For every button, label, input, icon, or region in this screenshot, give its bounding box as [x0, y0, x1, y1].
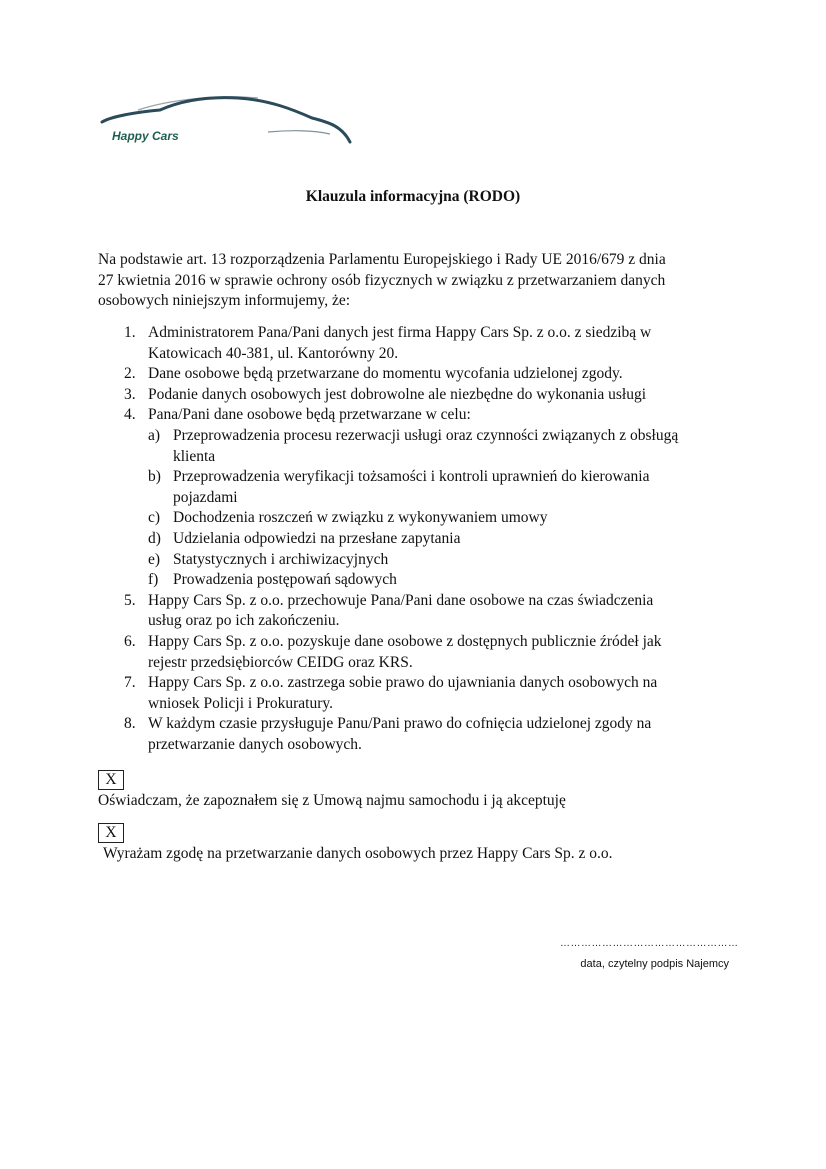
- list-item: [98, 714, 738, 755]
- signature-line: ……………………………………………: [560, 938, 739, 949]
- item-number: 4.: [124, 406, 136, 424]
- subitem-line: Dochodzenia roszczeń w związku z wykonywaniem umowy: [173, 509, 548, 527]
- data-processing-consent-label: Wyrażam zgodę na przetwarzanie danych osobowych przez Happy Cars Sp. z o.o.: [103, 845, 613, 862]
- item-number: 7.: [124, 674, 136, 692]
- intro-line: Na podstawie art. 13 rozporządzenia Parlamentu Europejskiego i Rady UE 2016/679 z dnia: [98, 251, 666, 268]
- subitem-line: Przeprowadzenia procesu rezerwacji usługi oraz czynności związanych z obsługą: [173, 426, 679, 444]
- list-item: [98, 323, 738, 364]
- item-line: usług oraz po ich zakończeniu.: [148, 612, 340, 630]
- subitem-letter: c): [148, 509, 161, 527]
- intro-paragraph: [98, 250, 728, 312]
- list-item: [98, 591, 738, 632]
- sub-list-item: [98, 550, 738, 571]
- list-item: [98, 673, 738, 714]
- item-line: wniosek Policji i Prokuratury.: [148, 694, 333, 712]
- list-item: [98, 364, 738, 385]
- data-processing-checkbox[interactable]: X: [98, 823, 124, 843]
- item-line: Happy Cars Sp. z o.o. przechowuje Pana/Pani dane osobowe na czas świadczenia: [148, 591, 654, 609]
- subitem-letter: b): [148, 468, 161, 486]
- document-title: Klauzula informacyjna (RODO): [305, 188, 521, 205]
- list-item: [98, 632, 738, 673]
- list-item: [98, 385, 738, 406]
- sub-list-item: [98, 529, 738, 550]
- item-number: 5.: [124, 591, 136, 609]
- sub-list-item: [98, 508, 738, 529]
- item-line: Katowicach 40-381, ul. Kantorówny 20.: [148, 344, 399, 362]
- logo-text: Happy Cars: [112, 129, 179, 143]
- subitem-line: Przeprowadzenia weryfikacji tożsamości i kontroli uprawnień do kierowania: [173, 468, 650, 486]
- subitem-letter: e): [148, 550, 161, 568]
- subitem-line: Statystycznych i archiwizacyjnych: [173, 550, 389, 568]
- subitem-letter: d): [148, 529, 161, 547]
- item-line: przetwarzanie danych osobowych.: [148, 735, 362, 753]
- item-number: 8.: [124, 715, 136, 733]
- item-line: Happy Cars Sp. z o.o. zastrzega sobie prawo do ujawniania danych osobowych na: [148, 674, 658, 692]
- subitem-letter: a): [148, 426, 161, 444]
- item-number: 3.: [124, 385, 136, 403]
- item-line: Dane osobowe będą przetwarzane do momentu wycofania udzielonej zgody.: [148, 365, 623, 383]
- clause-list: [98, 323, 738, 755]
- subitem-line: klienta: [173, 447, 216, 465]
- item-line: rejestr przedsiębiorców CEIDG oraz KRS.: [148, 653, 413, 671]
- sub-list-item: [98, 570, 738, 591]
- item-number: 6.: [124, 632, 136, 650]
- sub-list-item: [98, 467, 738, 508]
- subitem-line: Udzielania odpowiedzi na przesłane zapytania: [173, 529, 461, 547]
- company-logo: [98, 92, 356, 150]
- subitem-line: pojazdami: [173, 488, 238, 506]
- subitem-line: Prowadzenia postępowań sądowych: [173, 571, 397, 589]
- item-line: W każdym czasie przysługuje Panu/Pani prawo do cofnięcia udzielonej zgody na: [148, 715, 652, 733]
- item-line: Pana/Pani dane osobowe będą przetwarzane w celu:: [148, 406, 471, 424]
- list-item: [98, 405, 738, 426]
- item-number: 2.: [124, 365, 136, 383]
- item-number: 1.: [124, 324, 136, 341]
- subitem-letter: f): [148, 571, 159, 589]
- item-line: Podanie danych osobowych jest dobrowolne ale niezbędne do wykonania usługi: [148, 385, 647, 403]
- sub-list-item: [98, 426, 738, 467]
- item-line: Administratorem Pana/Pani danych jest firma Happy Cars Sp. z o.o. z siedzibą w: [148, 324, 652, 341]
- car-silhouette-icon: [98, 92, 356, 150]
- item-line: Happy Cars Sp. z o.o. pozyskuje dane osobowe z dostępnych publicznie źródeł jak: [148, 632, 662, 650]
- intro-line: osobowych niniejszym informujemy, że:: [98, 292, 351, 310]
- signature-caption: data, czytelny podpis Najemcy: [580, 958, 729, 970]
- terms-consent-label: Oświadczam, że zapoznałem się z Umową najmu samochodu i ją akceptuję: [98, 792, 566, 809]
- intro-line: 27 kwietnia 2016 w sprawie ochrony osób fizycznych w związku z przetwarzaniem danych: [98, 271, 666, 289]
- terms-checkbox[interactable]: X: [98, 770, 124, 790]
